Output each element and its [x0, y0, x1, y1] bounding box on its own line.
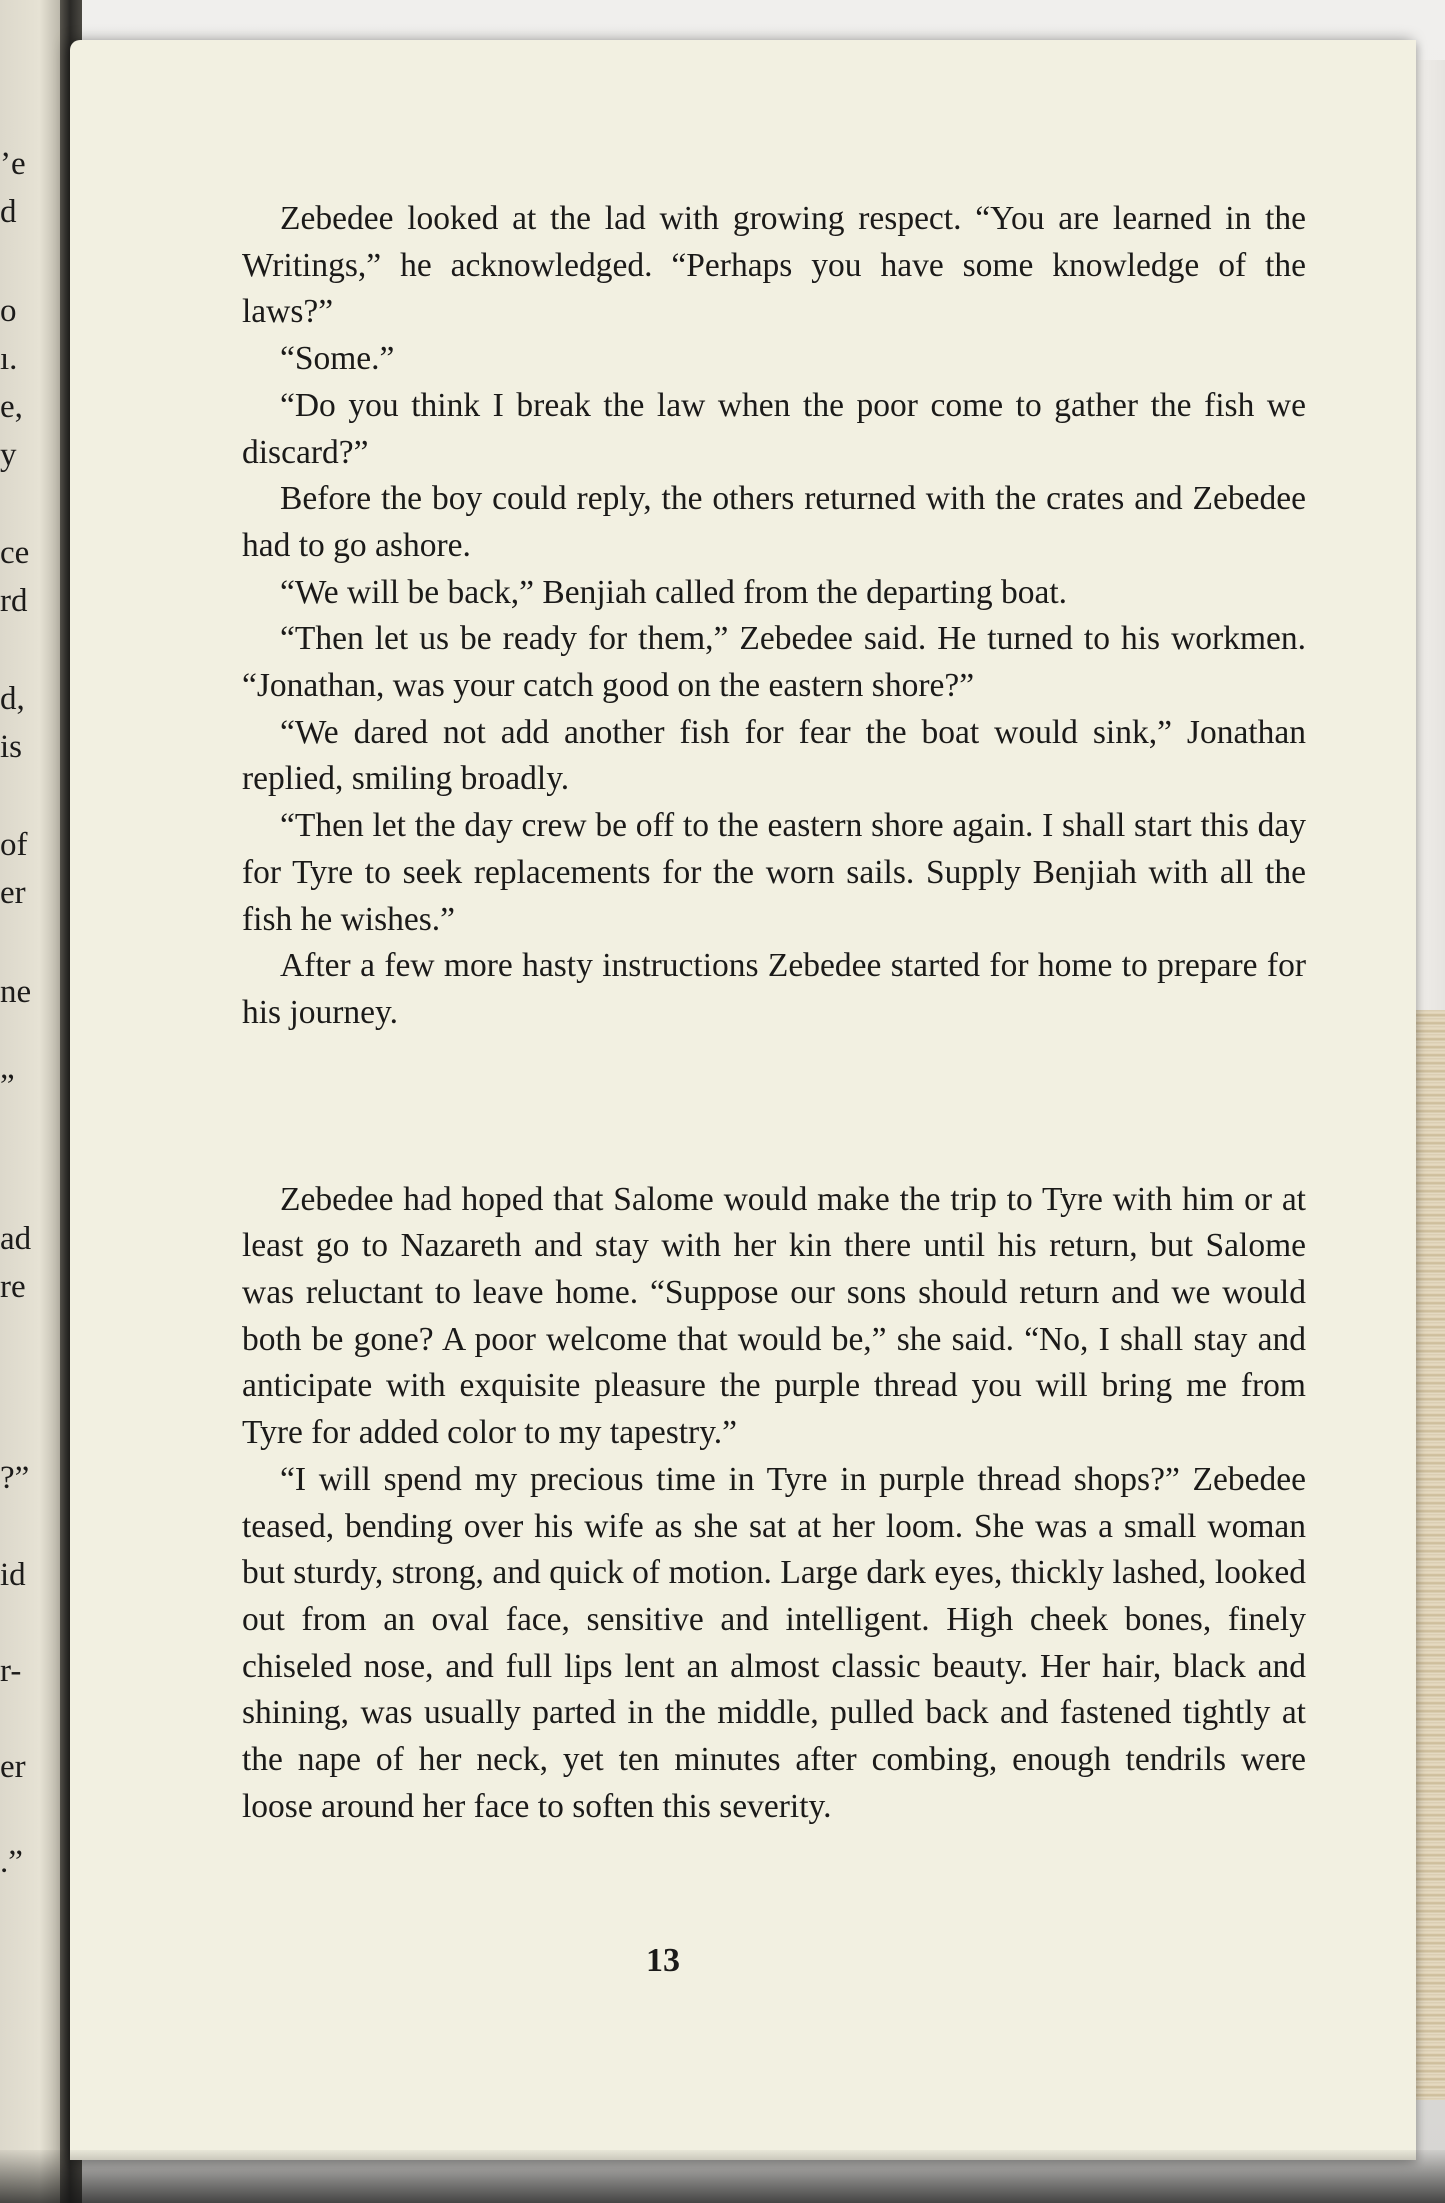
left-page-fragment: o	[0, 295, 17, 328]
paragraph: “We will be back,” Benjiah called from the departing boat.	[280, 573, 1068, 611]
paragraph: “We dared not add another fish for fear the boat would sink,” Jonathan replied, smiling broadly.	[242, 713, 1306, 798]
paragraph: “I will spend my precious time in Tyre in purple thread shops?” Zebedee teased, bending over his wife as she sat at her loom. She was a small woman but sturdy, strong, and quick of motion. Large dark eyes, thickly lashed, looked out from an oval face, sensitive and intelligent. High cheek bones, finely chiseled nose, and full lips lent an almost classic beauty. Her hair, black and shining, was usually parted in the middle, pulled back and fastened tightly at the nape of her neck, yet ten minutes after combing, enough tendrils were loose around her face to soften this severity.	[242, 1460, 1306, 1825]
left-page-fragment: e,	[0, 391, 23, 424]
left-page-fragment: is	[0, 731, 23, 764]
left-page-fragment: d,	[0, 683, 25, 716]
paragraph: Zebedee looked at the lad with growing respect. “You are learned in the Writings,” he acknowledged. “Perhaps you have some knowledge of the laws?”	[242, 200, 1306, 331]
left-page-fragment: y	[0, 439, 17, 472]
left-page-fragment: ce	[0, 537, 30, 570]
left-page-fragment: er	[0, 1751, 26, 1784]
left-page-fragment: ne	[0, 976, 32, 1009]
paragraph: “Then let us be ready for them,” Zebedee said. He turned to his workmen. “Jonathan, was your catch good on the eastern shore?”	[242, 620, 1306, 705]
left-page-fragment: ?”	[0, 1462, 30, 1495]
left-page-fragment: of	[0, 829, 28, 862]
paragraph: After a few more hasty instructions Zebedee started for home to prepare for his journey.	[242, 947, 1306, 1031]
left-page-fragment: .”	[0, 1846, 23, 1879]
paragraph: Before the boy could reply, the others returned with the crates and Zebedee had to go ashore.	[242, 480, 1306, 564]
paragraph: “Then let the day crew be off to the eastern shore again. I shall start this day for Tyre to seek replacements for the worn sails. Supply Benjiah with all the fish he wishes.”	[242, 807, 1306, 938]
left-page-fragment: ’e	[0, 148, 26, 181]
page-text	[242, 196, 1306, 1831]
left-page-fragment: rd	[0, 585, 28, 618]
bottom-shadow	[0, 2150, 1445, 2203]
left-page-fragment: re	[0, 1271, 26, 1304]
paragraph: “Do you think I break the law when the poor come to gather the fish we discard?”	[242, 386, 1306, 471]
page-stack-edge-upper	[1412, 60, 1445, 1020]
left-page-fragment: d	[0, 196, 17, 229]
left-page-fragment: ı.	[0, 343, 18, 376]
left-page-fragment: ad	[0, 1223, 32, 1256]
left-page-fragment: id	[0, 1559, 26, 1592]
page-number: 13	[646, 1942, 680, 1979]
paragraph: Zebedee had hoped that Salome would make the trip to Tyre with him or at least go to Nazareth and stay with her kin there until his return, but Salome was reluctant to leave home. “Suppose our sons should return and we would both be gone? A poor welcome that would be,” she said. “No, I shall stay and anticipate with exquisite pleasure the purple thread you will bring me from Tyre for added color to my tapestry.”	[242, 1180, 1306, 1452]
book-page	[70, 40, 1416, 2160]
left-page-fragment: ”	[0, 1070, 15, 1103]
left-page-fragment: er	[0, 877, 26, 910]
paragraph: “Some.”	[280, 340, 395, 378]
left-page-fragment: r-	[0, 1655, 22, 1688]
